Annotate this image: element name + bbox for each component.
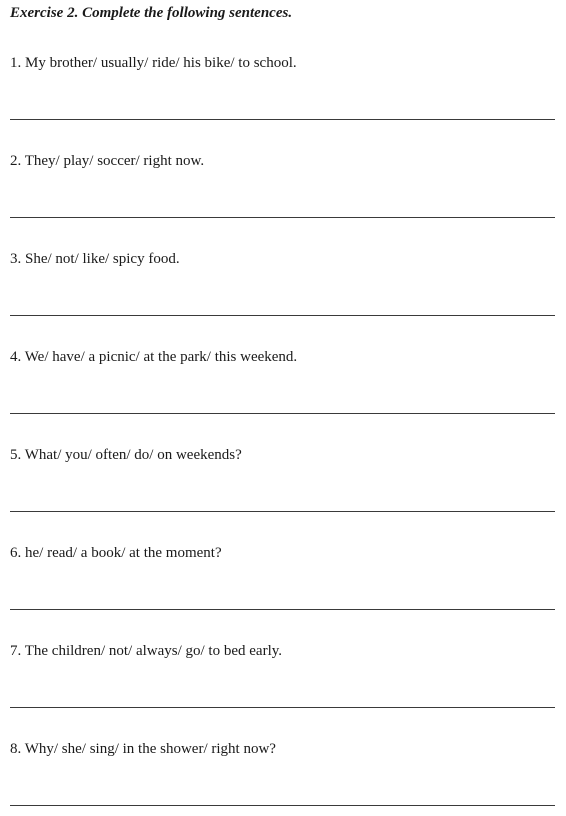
sentence-prompt: 3. She/ not/ like/ spicy food.	[10, 251, 180, 267]
answer-line[interactable]	[10, 217, 555, 218]
answer-line[interactable]	[10, 119, 555, 120]
exercise-item-5	[10, 446, 555, 464]
sentence-prompt: 4. We/ have/ a picnic/ at the park/ this weekend.	[10, 349, 298, 365]
exercise-item-8	[10, 740, 555, 758]
answer-line[interactable]	[10, 511, 555, 512]
exercise-item-2	[10, 152, 555, 170]
exercise-item-4	[10, 348, 555, 366]
answer-line[interactable]	[10, 707, 555, 708]
sentence-prompt: 5. What/ you/ often/ do/ on weekends?	[10, 447, 242, 463]
exercise-item-3	[10, 250, 555, 268]
exercise-item-1	[10, 54, 555, 72]
answer-line[interactable]	[10, 609, 555, 610]
sentence-prompt: 1. My brother/ usually/ ride/ his bike/ to school.	[10, 55, 297, 71]
exercise-item-7	[10, 642, 555, 660]
sentence-prompt: 6. he/ read/ a book/ at the moment?	[10, 545, 222, 561]
exercise-title: Exercise 2. Complete the following sentences.	[10, 5, 293, 21]
answer-line[interactable]	[10, 413, 555, 414]
sentence-prompt: 8. Why/ she/ sing/ in the shower/ right now?	[10, 741, 276, 757]
sentence-prompt: 2. They/ play/ soccer/ right now.	[10, 153, 205, 169]
sentence-prompt: 7. The children/ not/ always/ go/ to bed early.	[10, 643, 283, 659]
answer-line[interactable]	[10, 805, 555, 806]
exercise-item-6	[10, 544, 555, 562]
answer-line[interactable]	[10, 315, 555, 316]
